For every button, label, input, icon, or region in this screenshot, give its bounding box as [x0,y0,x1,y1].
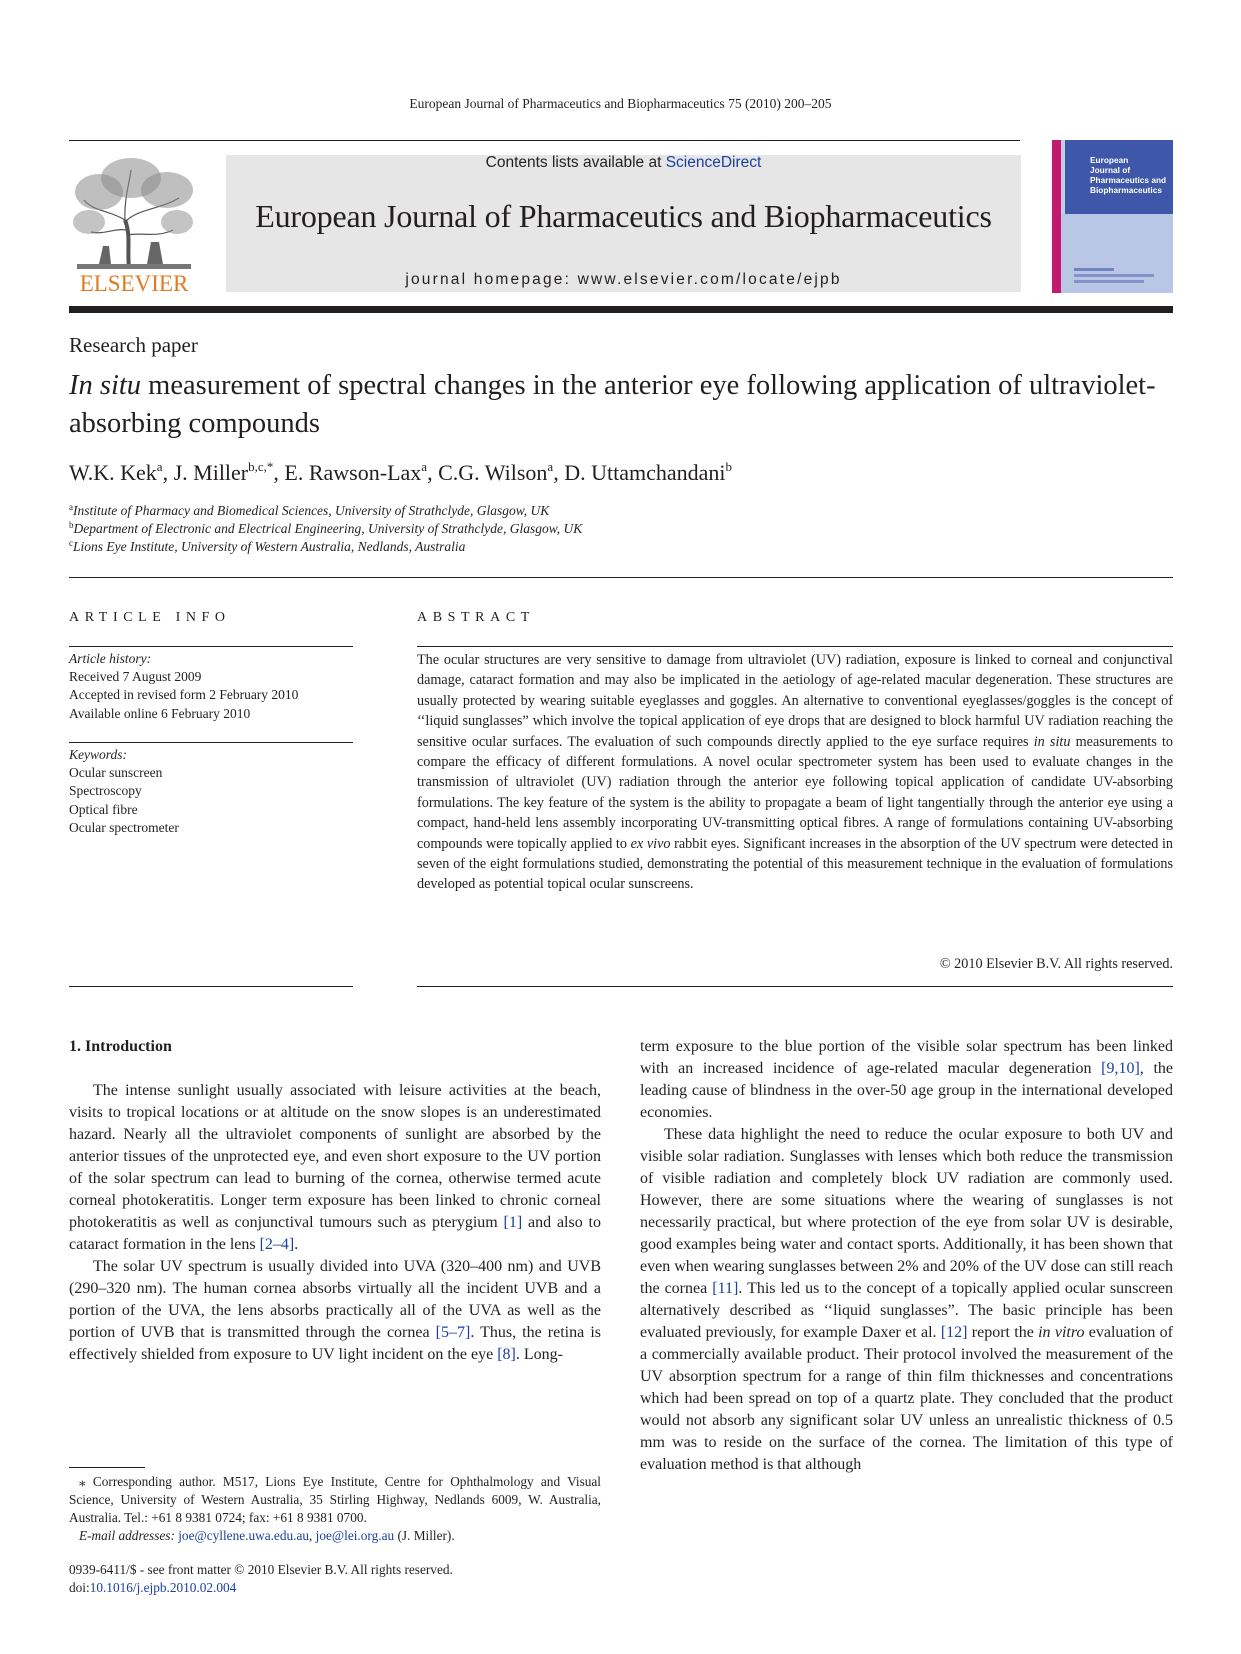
author-separator: , [273,460,285,485]
introduction-heading: 1. Introduction [69,1038,172,1055]
author-name: C.G. Wilson [438,460,548,485]
article-history [69,650,298,723]
homepage-link[interactable]: www.elsevier.com/locate/ejpb [577,271,842,288]
author-name: W.K. Kek [69,460,157,485]
keyword: Ocular spectrometer [69,819,179,835]
header-thick-rule [69,306,1173,313]
online-date: Available online 6 February 2010 [69,705,251,721]
author-name: D. Uttamchandani [564,460,726,485]
journal-cover [1052,140,1173,293]
elsevier-logo [69,150,199,296]
homepage-prefix: journal homepage: [405,271,578,288]
article-title [69,367,1173,443]
keyword: Spectroscopy [69,783,142,799]
contents-prefix: Contents lists available at [485,154,666,171]
article-info-rule [69,646,353,647]
reference-link[interactable]: [8] [497,1346,516,1363]
affiliation-text: Lions Eye Institute, University of Western Australia, Nedlands, Australia [73,539,466,554]
elsevier-wordmark: ELSEVIER [79,271,189,296]
email-link[interactable]: joe@lei.org.au [315,1528,395,1543]
corresponding-author-footnote [69,1473,601,1545]
author[interactable] [438,460,553,485]
author-separator: , [427,460,439,485]
author-list [69,459,732,486]
abstract-copyright: © 2010 Elsevier B.V. All rights reserved. [939,956,1173,972]
abstract-italic: in situ [1033,733,1071,750]
author[interactable] [174,460,274,485]
article-info-rule [69,742,353,743]
affiliation-mark: b [69,520,74,530]
received-date: Received 7 August 2009 [69,669,202,685]
abstract-italic: ex vivo [630,835,671,852]
footnote-rule [69,1467,145,1468]
author-affiliation-mark: a [156,459,163,474]
revised-date: Accepted in revised form 2 February 2010 [69,687,299,703]
body-paragraph: The solar UV spectrum is usually divided into UVA (320–400 nm) and UVB (290–320 nm). The human cornea absorbs virtually all the incident UVB and a portion of the UVA, the lens absorbs practically all of the UVA as well as the portion of UVB that is transmitted through the cornea [5–7]. Thus, the retina is effectively shielded from exposure to UV light incident on the eye [8]. Long- [69,1258,601,1363]
author-name: J. Miller [173,460,249,485]
author[interactable] [564,460,732,485]
sciencedirect-link[interactable]: ScienceDirect [665,154,762,171]
author-separator: , [162,460,174,485]
doi-link[interactable]: 10.1016/j.ejpb.2010.02.004 [89,1580,237,1595]
abstract-part: rabbit eyes. Significant increases in the absorption of the UV spectrum were detected in seven of the eight formulations studied, demonstrating the potential of this measurement technique in the evaluation of formulations developed as potential topical ocular sunscreens. [417,835,1173,893]
author-affiliation-mark: a [421,459,428,474]
cover-title-line-1: European [1090,155,1129,165]
journal-citation: European Journal of Pharmaceutics and Biopharmaceutics 75 (2010) 200–205 [409,96,832,111]
abstract-rule [417,986,1173,987]
abstract-part: measurements to compare the efficacy of different formulations. A novel ocular spectrometer system has been used to evaluate changes in the transmission of ultraviolet (UV) radiation through the anterior eye following topical application of candidate UV-absorbing formulations. The key feature of the system is the ability to propagate a beam of light tangentially through the anterior eye using a compact, hand-held lens assembly incorporating UV-transmitting optical fibres. A range of formulations containing UV-absorbing compounds were topically applied to [417,733,1173,852]
contents-line [226,154,1021,172]
cover-title-line-2: Journal of [1090,165,1131,175]
keyword: Ocular sunscreen [69,765,163,781]
author-affiliation-mark: b,c,* [248,459,274,474]
reference-link[interactable]: [9,10] [1101,1060,1140,1077]
author-affiliation-mark: b [725,459,732,474]
cover-title-line-4: Biopharmaceutics [1090,185,1162,195]
affiliations-rule [69,577,1173,578]
cover-title-line-3: Pharmaceutics and [1090,175,1167,185]
article-info-heading: ARTICLE INFO [69,610,231,625]
abstract-part: The ocular structures are very sensitive to damage from ultraviolet (UV) radiation, exposure is linked to corneal and conjunctival damage, cataract formation and may also be implicated in the aetiology of age-related macular degeneration. These structures are usually protected by wearing suitable eyeglasses and goggles. An alternative to conventional eyeglasses/goggles is the concept of ‘‘liquid sunglasses” which involve the topical application of eye drops that are designed to block harmful UV radiation reaching the sensitive ocular surfaces. The evaluation of such compounds directly applied to the eye surface requires [417,652,1173,750]
keywords [69,746,179,837]
abstract-text [417,650,1173,895]
reference-link[interactable]: [5–7] [435,1324,471,1341]
reference-link[interactable]: [1] [503,1214,523,1231]
affiliation-mark: c [69,538,73,548]
author-affiliation-mark: a [547,459,554,474]
elsevier-tree-icon [69,150,199,296]
reference-link[interactable]: [12] [940,1324,968,1341]
journal-title: European Journal of Pharmaceutics and Biopharmaceutics [255,198,992,234]
affiliation-mark: a [69,502,73,512]
author-separator: , [553,460,565,485]
affiliation [69,520,582,537]
journal-homepage [226,271,1021,289]
cover-accent-bar [1052,140,1061,293]
reference-link[interactable]: [11] [712,1280,739,1297]
doi-line: doi:10.1016/j.ejpb.2010.02.004 [69,1580,237,1595]
body-column-left [69,1080,601,1366]
issn-line: 0939-6411/$ - see front matter © 2010 Elsevier B.V. All rights reserved. [69,1562,453,1577]
journal-cover-image [1052,140,1173,293]
article-history-label: Article history: [69,651,152,666]
affiliation-text: Department of Electronic and Electrical Engineering, University of Strathclyde, Glasgow, UK [73,521,583,536]
email-label: E-mail addresses: [79,1528,179,1543]
author-name: E. Rawson-Lax [284,460,422,485]
keyword: Optical fibre [69,801,138,817]
author[interactable] [69,460,163,485]
affiliation [69,538,465,555]
abstract-heading: ABSTRACT [417,610,535,625]
body-paragraph: These data highlight the need to reduce the ocular exposure to both UV and visible solar radiation. Sunglasses with lenses which both reduce the transmission of visible radiation and completely block UV radiation are commonly used. However, there are some situations where the wearing of sunglasses is not necessarily practical, but where protection of the eye from solar UV is desirable, good examples being water and contact sports. Additionally, it has been shown that even when wearing sunglasses between 2% and 20% of the UV dose can still reach the cornea [11]. This led us to the concept of a topically applied ocular sunscreen alternatively described as ‘‘liquid sunglasses”. The basic principle has been evaluated previously, for example Daxer et al. [12] report the in vitro evaluation of a commercially available product. Their protocol involved the measurement of the UV absorption spectrum for a range of thin film thicknesses and concentrations which had been spread on top of a quartz plate. They concluded that the product would not absorb any significant solar UV unless an unrealistic thickness of 0.5 mm was to reside on the surface of the cornea. The limitation of this type of evaluation method is that although [640,1126,1174,1473]
reference-link[interactable]: [2–4] [259,1236,295,1253]
affiliation-text: Institute of Pharmacy and Biomedical Sciences, University of Strathclyde, Glasgow, UK [73,503,550,518]
issn-doi-block [69,1561,453,1597]
keywords-label: Keywords: [69,747,127,762]
header-rule [69,140,1020,141]
article-title-italic: In situ [69,370,142,401]
article-title-text: measurement of spectral changes in the anterior eye following application of ultraviolet-absorbing compounds [69,370,1156,439]
abstract-rule [417,646,1173,647]
article-type: Research paper [69,333,198,357]
body-paragraph: The intense sunlight usually associated with leisure activities at the beach, visits to tropical locations or at altitude on the snow slopes is an underestimated hazard. Nearly all the ultraviolet components of sunlight are absorbed by the anterior tissues of the unprotected eye, and even short exposure to the UV portion of the solar spectrum can lead to burning of the cornea, otherwise termed acute corneal photokeratitis. Longer term exposure has been linked to chronic corneal photokeratitis as well as conjunctival tumours such as pterygium [1] and also to cataract formation in the lens [2–4]. [69,1082,601,1253]
body-paragraph: term exposure to the blue portion of the visible solar spectrum has been linked with an increased incidence of age-related macular degeneration [9,10], the leading cause of blindness in the over-50 age group in the international developed economies. [640,1038,1174,1121]
email-line: E-mail addresses: joe@cyllene.uwa.edu.au, joe@lei.org.au (J. Miller). [79,1528,455,1543]
email-link[interactable]: joe@cyllene.uwa.edu.au [178,1528,309,1543]
author[interactable] [284,460,427,485]
article-info-rule [69,986,353,987]
body-column-right [640,1036,1173,1476]
affiliation [69,502,549,519]
corresponding-author-text: ⁎ Corresponding author. M517, Lions Eye Institute, Centre for Ophthalmology and Visual Science, University of Western Australia, 35 Stirling Highway, Nedlands 6009, W. Australia, Australia. Tel.: +61 8 9381 0724; fax: +61 8 9381 0700. [69,1474,601,1525]
